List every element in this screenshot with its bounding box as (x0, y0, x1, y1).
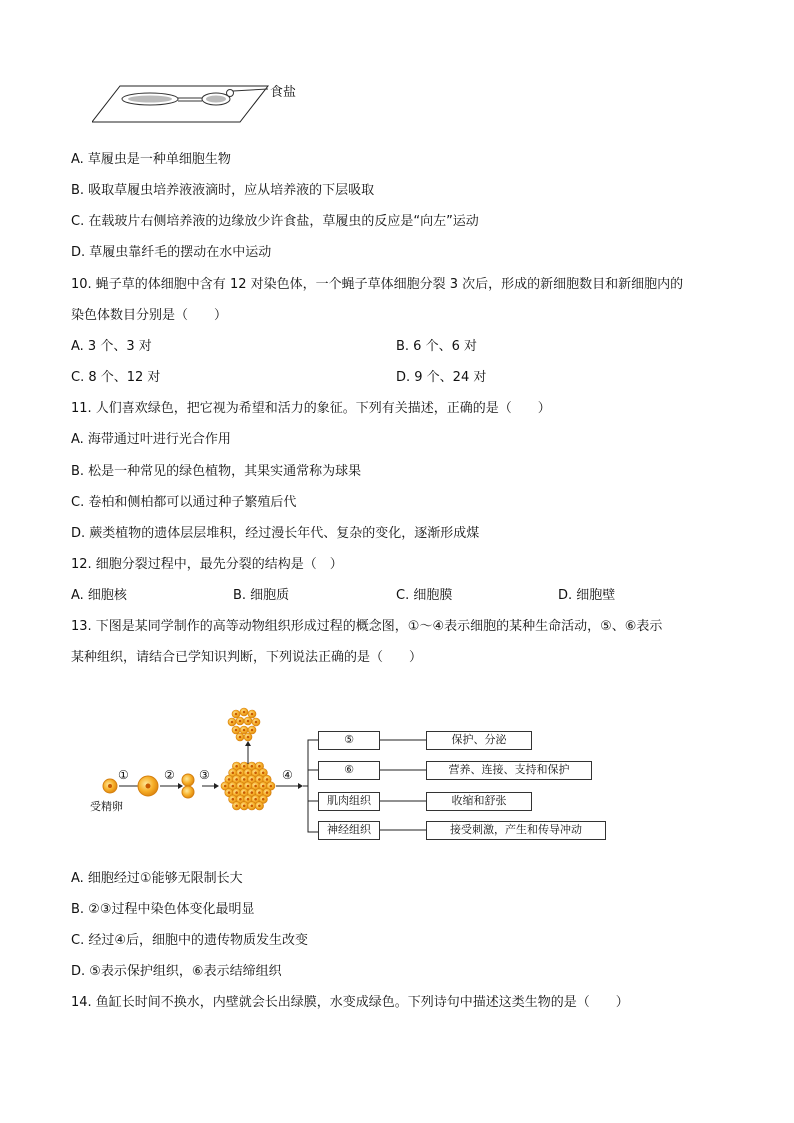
fertilized-egg-label: 受精卵 (90, 800, 123, 813)
cell-nucleus (258, 791, 261, 794)
step-3-label: ③ (199, 768, 210, 782)
cell-nucleus (262, 772, 265, 775)
q11-option-a: A. 海带通过叶进行光合作用 (71, 432, 231, 447)
q11-option-b: B. 松是一种常见的绿色植物，其果实通常称为球果 (71, 464, 362, 479)
tissue-formation-diagram (90, 700, 620, 850)
cell-nucleus (247, 772, 250, 775)
q12-option-b: B. 细胞质 (233, 588, 290, 603)
q13-stem-line2: 某种组织，请结合已学知识判断，下列说法正确的是（ ） (71, 650, 423, 665)
tissue-5-box: ⑤ (318, 731, 380, 750)
cell-nucleus (251, 765, 254, 768)
q10-option-d: D. 9 个、24 对 (396, 370, 487, 385)
step-1-label: ① (118, 768, 129, 782)
q9-option-d: D. 草履虫靠纤毛的摆动在水中运动 (71, 245, 272, 260)
cell-nucleus (232, 772, 235, 775)
tissue-6-box: ⑥ (318, 761, 380, 780)
cell-nucleus (235, 713, 238, 716)
cell-nucleus (251, 729, 254, 732)
q10-option-c: C. 8 个、12 对 (71, 370, 161, 385)
q12-option-d: D. 细胞壁 (558, 588, 616, 603)
cell-nucleus (243, 791, 246, 794)
cell-nucleus (235, 791, 238, 794)
q10-option-a: A. 3 个、3 对 (71, 339, 152, 354)
cell-nucleus (262, 785, 265, 788)
q12-option-a: A. 细胞核 (71, 588, 127, 603)
cell-nucleus (235, 778, 238, 781)
q9-option-a: A. 草履虫是一种单细胞生物 (71, 152, 231, 167)
cell-nucleus (239, 720, 242, 723)
cell-nucleus (232, 798, 235, 801)
cell-nucleus (254, 772, 257, 775)
cell-nucleus (251, 805, 254, 808)
function-stimulus: 接受刺激，产生和传导冲动 (426, 821, 606, 840)
cell-nucleus (270, 785, 273, 788)
nerve-tissue-box: 神经组织 (318, 821, 380, 840)
step-2-label: ② (164, 768, 175, 782)
q13-option-a: A. 细胞经过①能够无限制长大 (71, 871, 243, 886)
muscle-tissue-box: 肌肉组织 (318, 792, 380, 811)
cell-nucleus (247, 785, 250, 788)
cell-nucleus (254, 785, 257, 788)
cell-nucleus (243, 765, 246, 768)
cell-nucleus (247, 720, 250, 723)
cell-nucleus (232, 785, 235, 788)
cell-nucleus (251, 778, 254, 781)
cell-nucleus (235, 805, 238, 808)
cell-nucleus (258, 765, 261, 768)
cell-nucleus (262, 798, 265, 801)
q14-stem: 14. 鱼缸长时间不换水，内壁就会长出绿膜，水变成绿色。下列诗句中描述这类生物的是（ ） (71, 995, 629, 1010)
function-nourish-connect: 营养、连接、支持和保护 (426, 761, 592, 780)
cell-nucleus (239, 772, 242, 775)
cell-nucleus (235, 765, 238, 768)
cell-nucleus (239, 736, 242, 739)
q11-option-c: C. 卷柏和侧柏都可以通过种子繁殖后代 (71, 495, 297, 510)
cell-nucleus (243, 711, 246, 714)
q13-option-c: C. 经过④后，细胞中的遗传物质发生改变 (71, 933, 308, 948)
cell-nucleus (243, 729, 246, 732)
function-contract: 收缩和舒张 (426, 792, 532, 811)
step-4-label: ④ (282, 768, 293, 782)
q10-option-b: B. 6 个、6 对 (396, 339, 477, 354)
q11-option-d: D. 蕨类植物的遗体层层堆积，经过漫长年代、复杂的变化，逐渐形成煤 (71, 526, 480, 541)
cell-nucleus (251, 713, 254, 716)
cell-nucleus (231, 721, 234, 724)
cell-nucleus (254, 798, 257, 801)
cell-nucleus (235, 729, 238, 732)
q9-option-b: B. 吸取草履虫培养液液滴时，应从培养液的下层吸取 (71, 183, 375, 198)
q13-option-b: B. ②③过程中染色体变化最明显 (71, 902, 255, 917)
cell-nucleus (239, 785, 242, 788)
cell-nucleus (243, 805, 246, 808)
cell-nucleus (258, 778, 261, 781)
q13-stem-line1: 13. 下图是某同学制作的高等动物组织形成过程的概念图，①～④表示细胞的某种生命活动，⑤、⑥表示 (71, 619, 663, 634)
cell-nucleus (228, 791, 231, 794)
slide-figure (92, 78, 352, 128)
cell-nucleus (228, 778, 231, 781)
function-protect-secrete: 保护、分泌 (426, 731, 532, 750)
q12-stem: 12. 细胞分裂过程中，最先分裂的结构是（ ） (71, 557, 343, 572)
salt-label: 食盐 (270, 85, 297, 100)
q11-stem: 11. 人们喜欢绿色，把它视为希望和活力的象征。下列有关描述，正确的是（ ） (71, 401, 551, 416)
cell-nucleus (258, 805, 261, 808)
q9-option-c: C. 在载玻片右侧培养液的边缘放少许食盐，草履虫的反应是“向左”运动 (71, 214, 479, 229)
cell-nucleus (247, 736, 250, 739)
cell-nucleus (239, 798, 242, 801)
cell-nucleus (255, 721, 258, 724)
q10-stem-line2: 染色体数目分别是（ ） (71, 308, 228, 323)
cell-nucleus (247, 798, 250, 801)
cell-nucleus (251, 791, 254, 794)
q13-option-d: D. ⑤表示保护组织，⑥表示结缔组织 (71, 964, 282, 979)
slide-drawing (92, 78, 352, 128)
q12-option-c: C. 细胞膜 (396, 588, 453, 603)
cell-nucleus (266, 791, 269, 794)
cell-nucleus (266, 778, 269, 781)
cell-nucleus (224, 785, 227, 788)
cell-nucleus (243, 778, 246, 781)
q10-stem-line1: 10. 蝇子草的体细胞中含有 12 对染色体，一个蝇子草体细胞分裂 3 次后，形成的新细胞数目和新细胞内的 (71, 277, 684, 292)
